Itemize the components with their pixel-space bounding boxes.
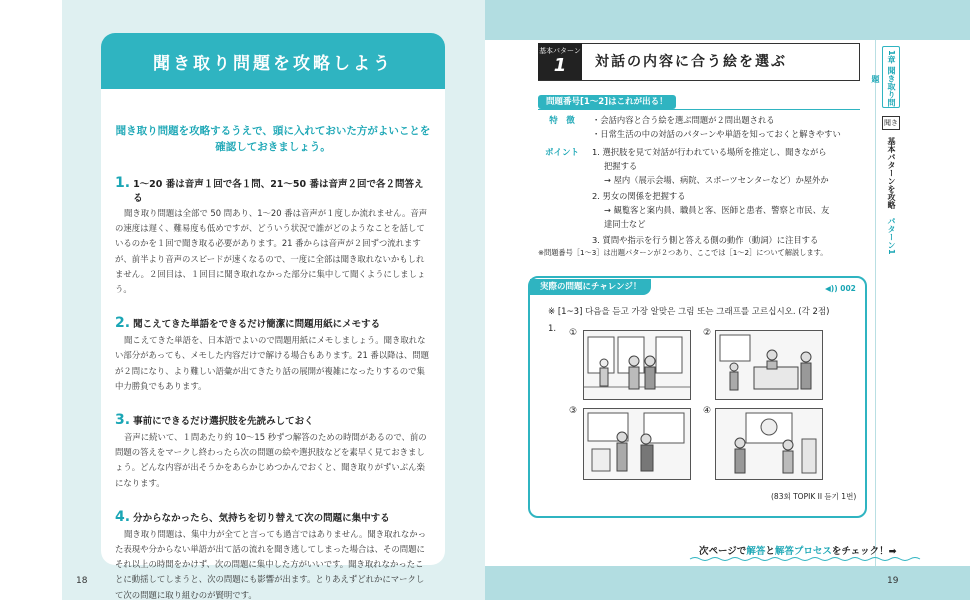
option-3-illustration[interactable] — [583, 408, 691, 480]
intro-text: 聞き取り問題を攻略するうえで、頭に入れておいた方がよいことを 確認しておきましょう。 — [115, 125, 431, 153]
section-heading: 1～20 番は音声１回で各１問、21～50 番は音声２回で各２問答える — [133, 179, 424, 204]
left-page — [0, 0, 485, 600]
pattern-title: 対話の内容に合う絵を選ぶ — [595, 54, 787, 70]
page-title: 聞き取り問題を攻略しよう — [101, 33, 445, 89]
section-number: 2. — [115, 315, 131, 332]
challenge-tag: 実際の問題にチャレンジ！ — [530, 279, 651, 295]
section-heading: 事前にできるだけ選択肢を先読みしておく — [133, 416, 314, 428]
top-band — [485, 0, 970, 40]
option-3-label: ③ — [569, 406, 578, 416]
section-heading: 分からなかったら、気持ちを切り替えて次の問題に集中する — [133, 512, 390, 524]
point-item: 1. 選択肢を見て対話が行われている場所を推定し、聞きながら — [592, 147, 827, 157]
left-content-card — [101, 33, 445, 600]
page-number-right: 19 — [887, 576, 899, 586]
section-number: 3. — [115, 412, 131, 429]
section-body: 聞き取り問題は全部で 50 問あり、1～20 番は音声が１度しか流れません。音声の速度は遅く、難易度も低めですが、どういう状況で誰がどのようなことを話しているのかを１回で聞き取る必要があります。21 番からは音声が２回ずつ流れますが、前半より音声のスピードが速くなるので、一度に全部は聞き取れないかもしれません。２回目は、１回目に聞き取れなかった部分に集中して聞くようにしましょう。 — [115, 208, 428, 295]
question-instruction: ※ [1~3] 다음을 듣고 가장 알맞은 그림 또는 그래프를 고르십시오. (각 2점) — [548, 307, 830, 317]
question-number: 1. — [548, 324, 557, 334]
option-2-label: ② — [703, 328, 712, 338]
section-body: 聞き取り問題は、集中力が全てと言っても過言ではありません。聞き取れなかった表現や分からない単語が出て話の流れを聞き逃してしまった場合は、その問題にそれ以上の時間をかけず、次の問題に集中した方がいいです。聞き取れなかったことに動揺してしまうと、次の問題にも影響が出ます。とりあえずどれかにマークして次の問題に取り組むのが賢明です。 — [115, 528, 427, 600]
point-item: 達同士など — [604, 219, 646, 229]
section-body: 聞こえてきた単語を、日本語でよいので問題用紙にメモしましょう。聞き取れない部分があっても、メモした内容だけで解ける場合もあります。21 番以降は、問題が２問になり、より難しい語彙が出てきたり話の展開が複雑になったりするので集中力勝負でもあります。 — [115, 335, 430, 391]
section-heading: 聞こえてきた単語をできるだけ簡潔に問題用紙にメモする — [133, 319, 381, 331]
next-page-hint: 次ページで解答と解答プロセスをチェック！➡ — [699, 546, 897, 557]
info-box — [538, 109, 860, 247]
point-item: 2. 男女の関係を把握する — [592, 191, 686, 201]
side-tab-label: 基本パターンを攻略 パターン1 — [887, 137, 896, 255]
wavy-divider — [690, 556, 920, 562]
section-2 — [115, 315, 431, 394]
features-key: 特 徴 — [549, 116, 575, 126]
point-item: 3. 質問や指示を行う側と答える側の動作（動詞）に注目する — [592, 235, 819, 245]
section-1 — [115, 175, 431, 297]
option-2-illustration[interactable] — [715, 330, 823, 400]
point-item: → 観覧客と案内員、職員と客、医師と患者、警察と市民、友 — [604, 205, 830, 215]
section-body: 音声に続いて、１問あたり約 10～15 秒ずつ解答のための時間があるので、前の問題の答えをマークし終わったら次の問題の絵や選択肢などを素早く見ておきましょう。どんな内容が出そうかをあらかじめつかんでおくと、聞き取りがずいぶん楽になります。 — [115, 432, 427, 488]
section-3 — [115, 412, 431, 491]
note-text: ※問題番号［1～3］は出題パターンが２つあり、ここでは［1～2］について解説します。 — [538, 248, 828, 257]
section-tab: 聞き — [882, 116, 900, 130]
right-page — [485, 0, 970, 600]
source-citation: (83회 TOPIK II 듣기 1번) — [771, 492, 857, 501]
option-4-label: ④ — [703, 406, 712, 416]
option-4-illustration[interactable] — [715, 408, 823, 480]
section-4 — [115, 509, 431, 603]
option-1-label: ① — [569, 328, 578, 338]
feature-item: ・会話内容と合う絵を選ぶ問題が２問出題される — [592, 115, 775, 125]
section-number: 4. — [115, 508, 131, 525]
frequency-label: 問題番号[1～2]はこれが出る！ — [538, 95, 676, 109]
audio-track-icon[interactable]: ◀)) 002 — [825, 284, 856, 293]
point-item: 把握する — [604, 161, 638, 171]
page-number-left: 18 — [76, 576, 88, 586]
option-1-illustration[interactable] — [583, 330, 691, 400]
point-item: → 屋内（展示会場、病院、スポーツセンターなど）か屋外か — [604, 175, 829, 185]
pattern-badge: 基本パターン 1 — [538, 43, 582, 80]
chapter-tab: 1章 聞き取り問題 — [882, 46, 900, 108]
section-number: 1. — [115, 175, 131, 191]
feature-item: ・日常生活の中の対話のパターンや単語を知っておくと解きやすい — [592, 129, 841, 139]
points-key: ポイント — [544, 148, 579, 158]
